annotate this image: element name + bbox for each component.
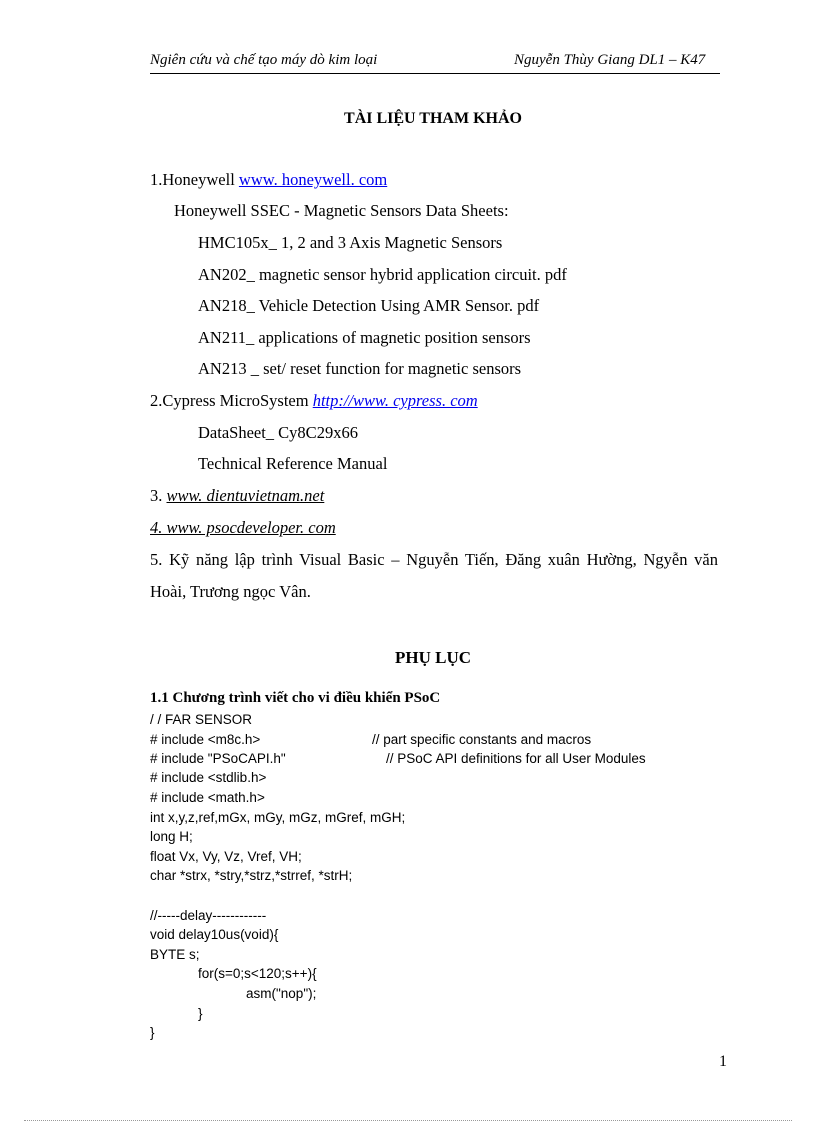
reference-5-line-1: 5. Kỹ năng lập trình Visual Basic – Nguyễn Tiến, Đăng xuân Hường, Ngyễn văn [150,550,718,569]
references-title: TÀI LIỆU THAM KHẢO [344,110,522,127]
appendix-title: PHỤ LỤC [394,648,472,667]
code-line: # include "PSoCAPI.h" [150,751,286,766]
page-bottom-divider [24,1120,792,1121]
header-document-title: Ngiên cứu và chế tạo máy dò kim loại [150,52,378,68]
reference-2-item: Technical Reference Manual [198,454,388,473]
code-line: void delay10us(void){ [150,927,279,942]
honeywell-link[interactable]: www. honeywell. com [238,170,388,189]
code-line: # include <m8c.h> [150,732,261,747]
reference-2 [150,391,478,411]
code-line: / / FAR SENSOR [150,712,253,727]
reference-5-line-2: Hoài, Trương ngọc Vân. [150,582,311,601]
code-line: } [150,1025,155,1040]
code-line: asm("nop"); [246,986,317,1001]
reference-1-item: AN218_ Vehicle Detection Using AMR Sensor. pdf [198,296,540,315]
code-line: int x,y,z,ref,mGx, mGy, mGz, mGref, mGH; [150,810,406,825]
code-line: long H; [150,829,193,844]
psocdeveloper-link[interactable]: 4. www. psocdeveloper. com [150,518,336,537]
code-comment: // part specific constants and macros [372,732,592,747]
reference-1-subtitle: Honeywell SSEC - Magnetic Sensors Data Sheets: [174,201,509,220]
code-line: # include <math.h> [150,790,265,805]
section-heading: 1.1 Chương trình viết cho vi điều khiển PSoC [150,690,441,706]
dientuvietnam-link[interactable]: www. dientuvietnam.net [166,486,325,505]
reference-3-label: 3. [150,486,163,505]
code-line: char *strx, *stry,*strz,*strref, *strH; [150,868,353,883]
code-line: //-----delay------------ [150,908,267,923]
reference-2-label: 2.Cypress MicroSystem [150,391,309,410]
reference-1-item: HMC105x_ 1, 2 and 3 Axis Magnetic Sensors [198,233,503,252]
page-number: 1 [719,1053,727,1070]
code-line: float Vx, Vy, Vz, Vref, VH; [150,849,302,864]
reference-1-item: AN211_ applications of magnetic position sensors [198,328,531,347]
code-line: for(s=0;s<120;s++){ [198,966,317,981]
header-author: Nguyễn Thùy Giang DL1 – K47 [514,52,706,68]
cypress-link[interactable]: http://www. cypress. com [312,391,478,410]
code-line: BYTE s; [150,947,200,962]
code-line: } [198,1006,203,1021]
reference-3 [150,486,324,506]
reference-1-label: 1.Honeywell [150,170,235,189]
header-divider [150,73,720,74]
reference-1-item: AN213 _ set/ reset function for magnetic sensors [198,359,522,378]
reference-1-item: AN202_ magnetic sensor hybrid application circuit. pdf [198,265,567,284]
reference-1 [150,170,387,190]
reference-2-item: DataSheet_ Cy8C29x66 [198,423,358,442]
code-comment: // PSoC API definitions for all User Modules [386,751,646,766]
code-line: # include <stdlib.h> [150,770,267,785]
